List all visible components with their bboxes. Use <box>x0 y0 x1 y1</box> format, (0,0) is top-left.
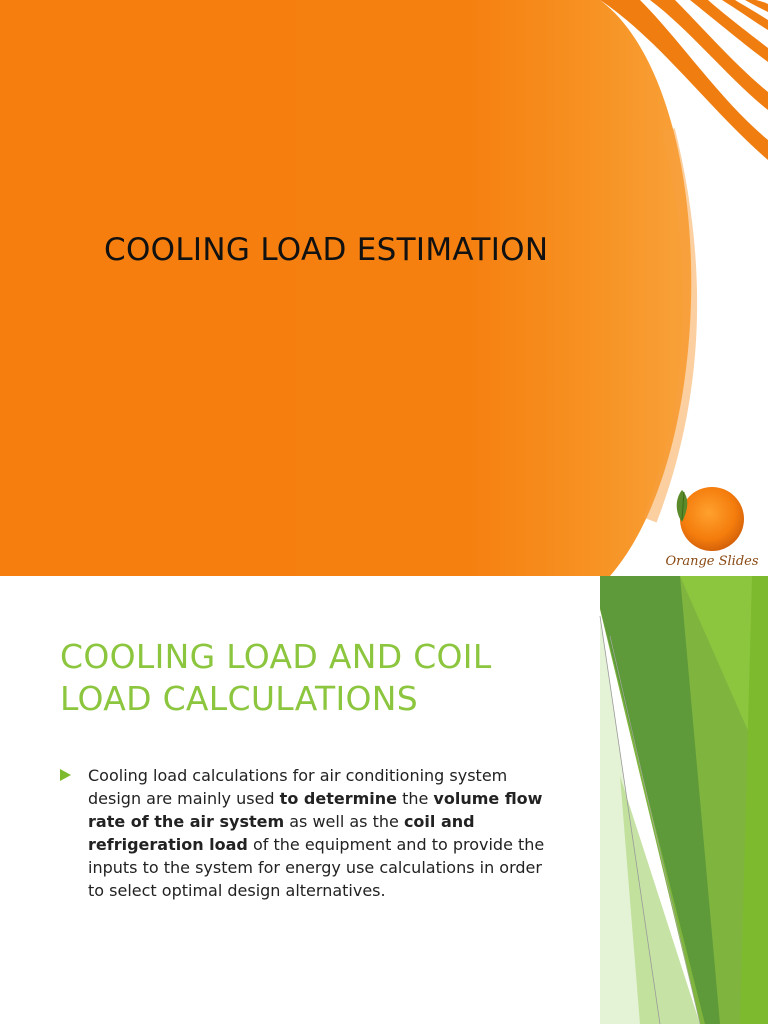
bold-seg: refrigeration load <box>88 835 248 854</box>
logo-text: Orange Slides <box>665 554 759 569</box>
text-seg: the <box>396 789 434 808</box>
bullet-text <box>88 764 598 902</box>
title-line-1: COOLING LOAD AND COIL <box>60 637 492 676</box>
text-seg: inputs to the system for energy use calculations in order <box>88 858 542 877</box>
orange-slides-logo <box>660 482 764 574</box>
text-seg: design are mainly used <box>88 789 280 808</box>
bold-seg: to determine <box>279 789 397 808</box>
text-seg: Cooling load calculations for air conditioning system <box>88 766 508 785</box>
slide-title <box>60 636 580 720</box>
bold-seg: rate of the air system <box>88 812 285 831</box>
title-line-2: LOAD CALCULATIONS <box>60 679 419 718</box>
text-seg: of the equipment and to provide the <box>247 835 545 854</box>
bold-seg: volume flow <box>433 789 543 808</box>
slide-cooling-load-and-coil-load <box>0 576 768 1024</box>
text-seg: as well as the <box>284 812 404 831</box>
bold-seg: coil and <box>403 812 475 831</box>
text-seg: to select optimal design alternatives. <box>88 881 386 900</box>
triangle-bullet-icon <box>60 769 71 781</box>
slide-title: COOLING LOAD ESTIMATION <box>104 232 549 268</box>
orange-fruit-icon <box>660 482 764 556</box>
